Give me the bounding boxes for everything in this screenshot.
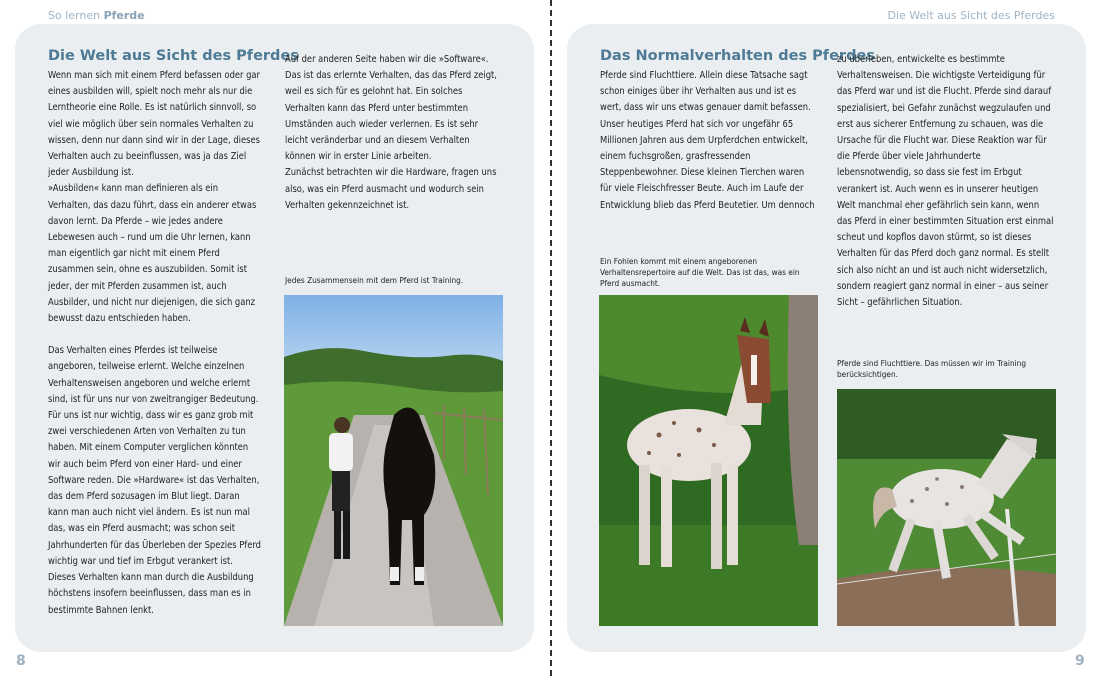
right-page-column-2 (837, 52, 1055, 311)
page-number-left: 8 (16, 653, 26, 669)
paragraph: Wenn man sich mit einem Pferd befassen oder gar eines ausbilden will, spielt noch mehr als nur die Lerntheorie eine Rolle. Es ist natürlich sinnvoll, so viel wie möglich über sein normales Verhalten zu wissen, denn nur dann sind wir in der Lage, dieses Verhalten auch zu beeinflussen, was ja das Ziel jeder Ausbildung ist. (48, 70, 260, 179)
right-page-column-1 (600, 68, 816, 214)
paragraph: Das Verhalten eines Pferdes ist teilweise angeboren, teilweise erlernt. Welche einzelnen Verhaltensweisen angeboren und welche erlernt sind, ist für uns nur von zweitrangiger Bedeutung. Für uns ist nur wichtig, dass wir es ganz grob mit zwei verschiedenen Arten von Verhalten zu tun haben. Mit einem Computer verglichen könnten wir auch beim Pferd von einer Hard- und einer Software reden. Die »Hardware« ist das Verhalten, das dem Pferd sozusagen im Blut liegt. Daran kann man auch nicht viel ändern. Es ist nun mal das, was ein Pferd ausmacht; was schon seit Jahrhunderten für das Überleben der Spezies Pferd wichtig war und tief im Erbgut verankert ist. Dieses Verhalten kann man durch die Ausbildung höchstens insofern beeinflussen, dass man es in bestimmte Bahnen lenkt. (48, 345, 261, 616)
page-fold-divider (550, 0, 552, 676)
photo-woman-leading-horse (284, 295, 503, 626)
photo-spotted-foal (599, 295, 818, 626)
running-head-section: So lernen (48, 9, 101, 22)
page-number-right: 9 (1075, 653, 1085, 669)
paragraph: Auf der anderen Seite haben wir die »Software«. Das ist das erlernte Verhalten, das das Pferd zeigt, weil es sich für es gelohnt hat. Ein solches Verhalten kann das Pferd unter bestimmten Umständen auch wieder verlernen. Es ist sehr leicht veränderbar und an diesem Verhalten können wir in erster Linie arbeiten. (285, 54, 497, 163)
running-head-left (48, 9, 145, 22)
paragraph: Zunächst betrachten wir die Hardware, fragen uns also, was ein Pferd ausmacht und wodurch sein Verhalten gekennzeichnet ist. (285, 167, 497, 211)
running-head-emphasis: Pferde (103, 9, 145, 22)
photo-caption-training: Jedes Zusammensein mit dem Pferd ist Training. (285, 275, 464, 285)
paragraph: Pferde sind Fluchttiere. Allein diese Tatsache sagt schon einiges über ihr Verhalten aus und ist es wert, dass wir uns etwas genauer damit befassen. Unser heutiges Pferd hat sich vor ungefähr 65 Millionen Jahren aus dem Urpferdchen entwickelt, einem fuchsgroßen, grasfressenden Steppenbewohner. Diese kleinen Tierchen waren für viele Fleischfresser Beute. Auch im Laufe der Entwicklung blieb das Pferd Beutetier. Um dennoch (600, 70, 815, 211)
left-page-column-2 (285, 52, 501, 214)
left-page-column-1 (48, 68, 262, 619)
photo-caption-foal: Ein Fohlen kommt mit einem angeborenen Verhaltensrepertoire auf die Welt. Das ist das, was ein Pferd ausmacht. (600, 256, 800, 288)
paragraph: »Ausbilden« kann man definieren als ein Verhalten, das dazu führt, dass ein anderer etwas davon lernt. Da Pferde – wie jedes andere Lebewesen auch – rund um die Uhr lernen, kann man eigentlich gar nicht mit einem Pferd zusammen sein, ohne es auszubilden. Somit ist jeder, der mit Pferden zusammen ist, auch Ausbilder, und nicht nur diejenigen, die sich ganz bewusst dazu entschieden haben. (48, 183, 257, 325)
paragraph: zu überleben, entwickelte es bestimmte Verhaltensweisen. Die wichtigste Verteidigung für das Pferd war und ist die Flucht. Pferde sind darauf spezialisiert, bei Gefahr zunächst wegzulaufen und erst aus sicherer Entfernung zu schauen, was die Ursache für die Flucht war. Diese Reaktion war für die Pferde über viele Jahrhunderte lebensnotwendig, so dass sie fest im Erbgut verankert ist. Auch wenn es in unserer heutigen Welt manchmal eher gefährlich sein kann, wenn das Pferd in einer bestimmten Situation erst einmal scheut und kopflos davon stürmt, so ist dieses Verhalten für das Pferd doch ganz normal. Es stellt sich also nicht an und ist auch nicht widersetzlich, sondern reagiert ganz normal in einer – aus seiner Sicht – gefährlichen Situation. (837, 54, 1054, 309)
photo-running-horse (837, 389, 1056, 626)
right-page-heading: Das Normalverhalten des Pferdes (600, 48, 875, 64)
photo-caption-running-horse: Pferde sind Fluchttiere. Das müssen wir im Training berücksichtigen. (837, 358, 1027, 379)
running-head-right: Die Welt aus Sicht des Pferdes (887, 9, 1055, 22)
left-page-heading: Die Welt aus Sicht des Pferdes (48, 48, 299, 64)
